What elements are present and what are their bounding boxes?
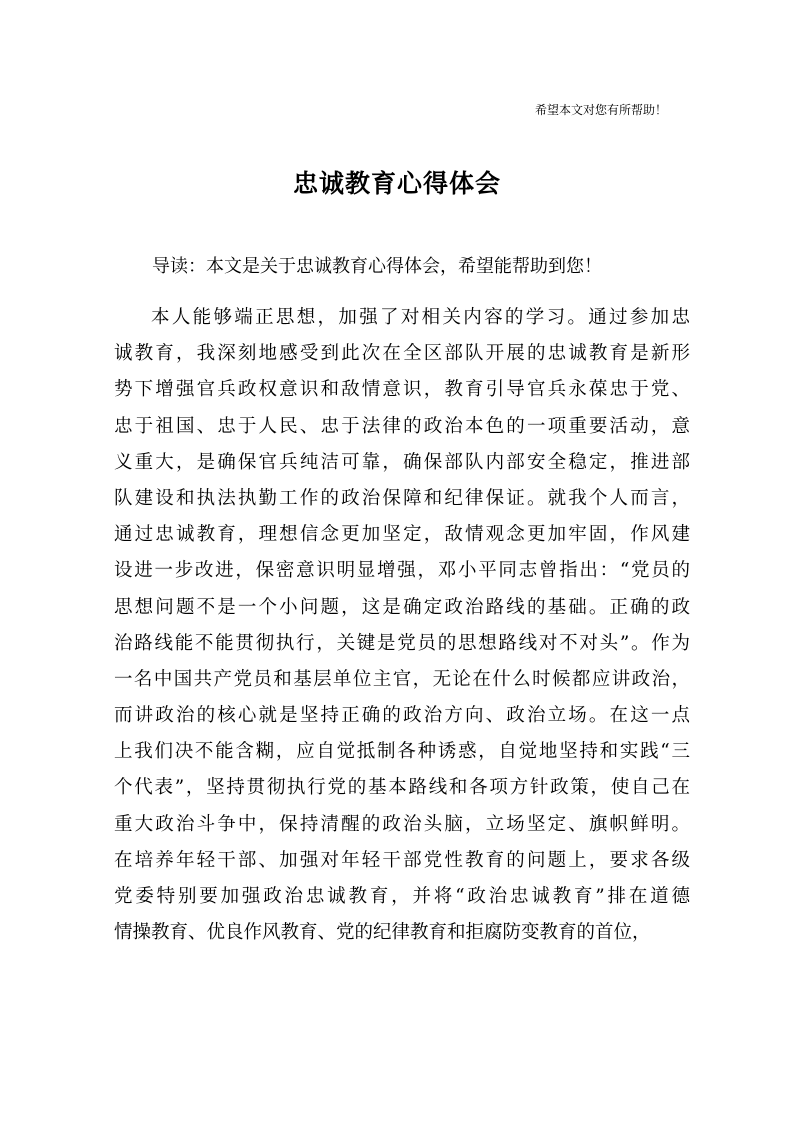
body-line: 忠于祖国、忠于人民、忠于法律的政治本色的一项重要活动，意 xyxy=(114,415,690,437)
body-line: 个代表”，坚持贯彻执行党的基本路线和各项方针政策，使自己在 xyxy=(114,777,690,799)
body-line: 治路线能不能贯彻执行，关键是党员的思想路线对不对头”。作为 xyxy=(114,632,690,654)
body-paragraph xyxy=(114,300,690,951)
body-line: 诚教育，我深刻地感受到此次在全区部队开展的忠诚教育是新形 xyxy=(114,343,690,365)
body-line: 在培养年轻干部、加强对年轻干部党性教育的问题上，要求各级 xyxy=(114,849,690,871)
body-line: 义重大，是确保官兵纯洁可靠，确保部队内部安全稳定，推进部 xyxy=(114,451,690,473)
body-line: 党委特别要加强政治忠诚教育，并将“政治忠诚教育”排在道德 xyxy=(114,886,690,907)
document-title: 忠诚教育心得体会 xyxy=(292,169,501,198)
body-line: 一名中国共产党员和基层单位主官，无论在什么时候都应讲政治， xyxy=(114,668,690,690)
body-line: 情操教育、优良作风教育、党的纪律教育和拒腐防变教育的首位， xyxy=(114,922,651,944)
body-line: 思想问题不是一个小问题，这是确定政治路线的基础。正确的政 xyxy=(114,596,690,618)
body-line: 设进一步改进，保密意识明显增强，邓小平同志曾指出：“党员的 xyxy=(114,560,690,582)
body-line: 队建设和执法执勤工作的政治保障和纪律保证。就我个人而言， xyxy=(114,487,690,509)
body-line: 本人能够端正思想，加强了对相关内容的学习。通过参加忠 xyxy=(151,307,690,328)
body-line: 通过忠诚教育，理想信念更加坚定，敌情观念更加牢固，作风建 xyxy=(114,524,690,546)
body-line: 上我们决不能含糊，应自觉抵制各种诱惑，自觉地坚持和实践“三 xyxy=(114,741,690,763)
body-line: 而讲政治的核心就是坚持正确的政治方向、政治立场。在这一点 xyxy=(114,705,690,727)
header-note: 希望本文对您有所帮助！ xyxy=(534,103,667,117)
body-line: 势下增强官兵政权意识和敌情意识，教育引导官兵永葆忠于党、 xyxy=(114,379,690,401)
body-line: 重大政治斗争中，保持清醒的政治头脑，立场坚定、旗帜鲜明。 xyxy=(114,813,690,835)
intro-paragraph: 导读：本文是关于忠诚教育心得体会，希望能帮助到您！ xyxy=(152,256,602,277)
